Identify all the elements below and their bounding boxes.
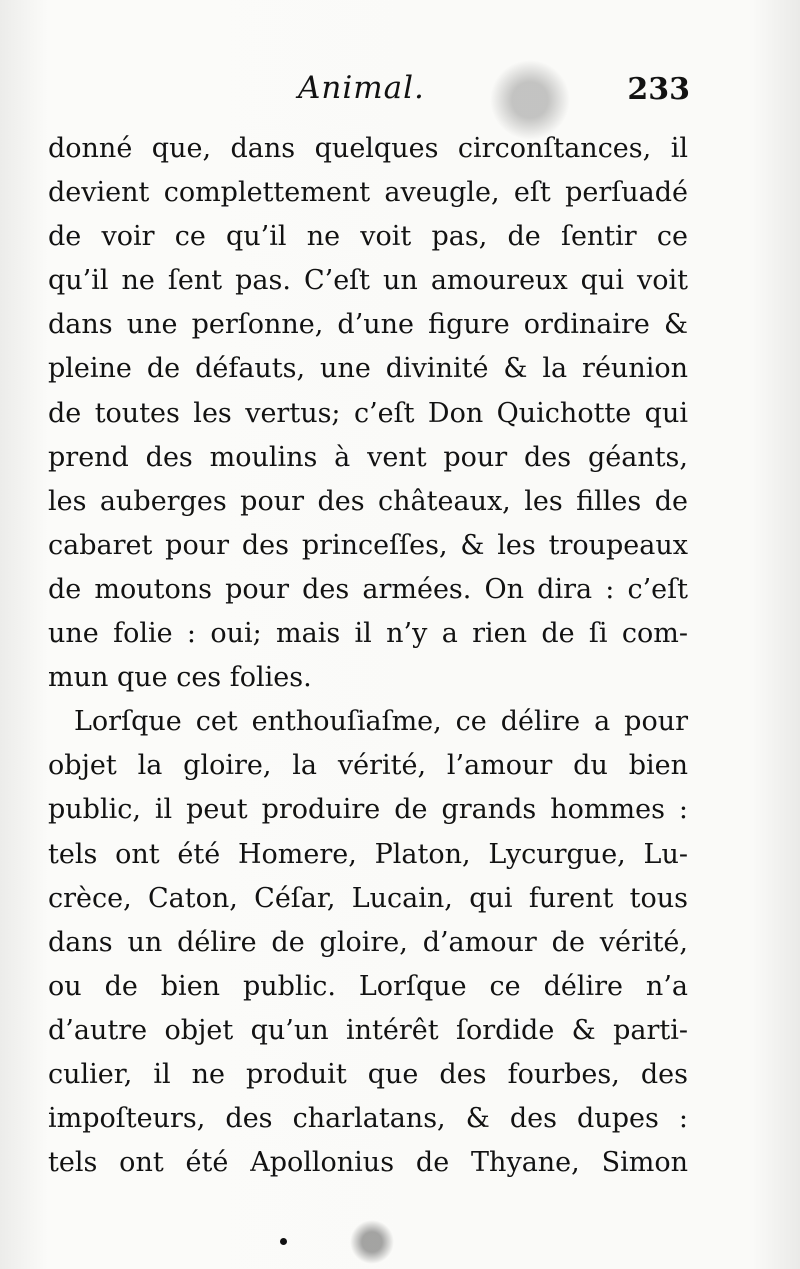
- text-line: prend des moulins à vent pour des géants,: [48, 441, 688, 473]
- text-line: public, il peut produire de grands hommes :: [48, 794, 688, 826]
- text-line: de voir ce qu’il ne voit pas, de ſentir ce: [48, 221, 688, 253]
- text-line: culier, il ne produit que des fourbes, des: [48, 1058, 688, 1090]
- text-line: tels ont été Homere, Platon, Lycurgue, Lu-: [48, 838, 688, 870]
- text-line: Lorſque cet enthouſiaſme, ce délire a pour: [74, 706, 688, 738]
- text-line: cabaret pour des princeſſes, & les troupeaux: [48, 529, 688, 561]
- text-line: tels ont été Apollonius de Thyane, Simon: [48, 1147, 688, 1179]
- text-line: qu’il ne ſent pas. C’eſt un amoureux qui voit: [48, 265, 688, 297]
- text-line: objet la gloire, la vérité, l’amour du bien: [48, 750, 688, 782]
- text-line: d’autre objet qu’un intérêt ſordide & parti-: [48, 1014, 688, 1046]
- text-line: dans une perſonne, d’une figure ordinaire &: [48, 309, 688, 341]
- paragraph-2: [48, 700, 688, 1185]
- paragraph-1: [48, 127, 688, 700]
- running-head: Animal.: [298, 70, 425, 106]
- text-line: une folie : oui; mais il n’y a rien de ſi com-: [48, 618, 688, 650]
- text-line: mun que ces folies.: [48, 662, 312, 694]
- text-line: de moutons pour des armées. On dira : c’eſt: [48, 573, 688, 605]
- text-line: dans un délire de gloire, d’amour de vérité,: [48, 926, 688, 958]
- text-line: de toutes les vertus; c’eſt Don Quichotte qui: [48, 397, 688, 429]
- text-line: crèce, Caton, Céſar, Lucain, qui furent tous: [48, 882, 688, 914]
- text-line: les auberges pour des châteaux, les filles de: [48, 485, 688, 517]
- text-line: ou de bien public. Lorſque ce délire n’a: [48, 970, 688, 1002]
- text-line: pleine de défauts, une divinité & la réunion: [48, 353, 688, 385]
- body-text: [48, 127, 688, 1185]
- page-header: [40, 70, 690, 120]
- text-line: devient complettement aveugle, eſt perſuadé: [48, 177, 688, 209]
- ink-spot: [280, 1238, 287, 1245]
- page-number: 233: [627, 72, 690, 107]
- text-line: impoſteurs, des charlatans, & des dupes :: [48, 1103, 688, 1135]
- text-line: donné que, dans quelques circonſtances, il: [48, 133, 688, 164]
